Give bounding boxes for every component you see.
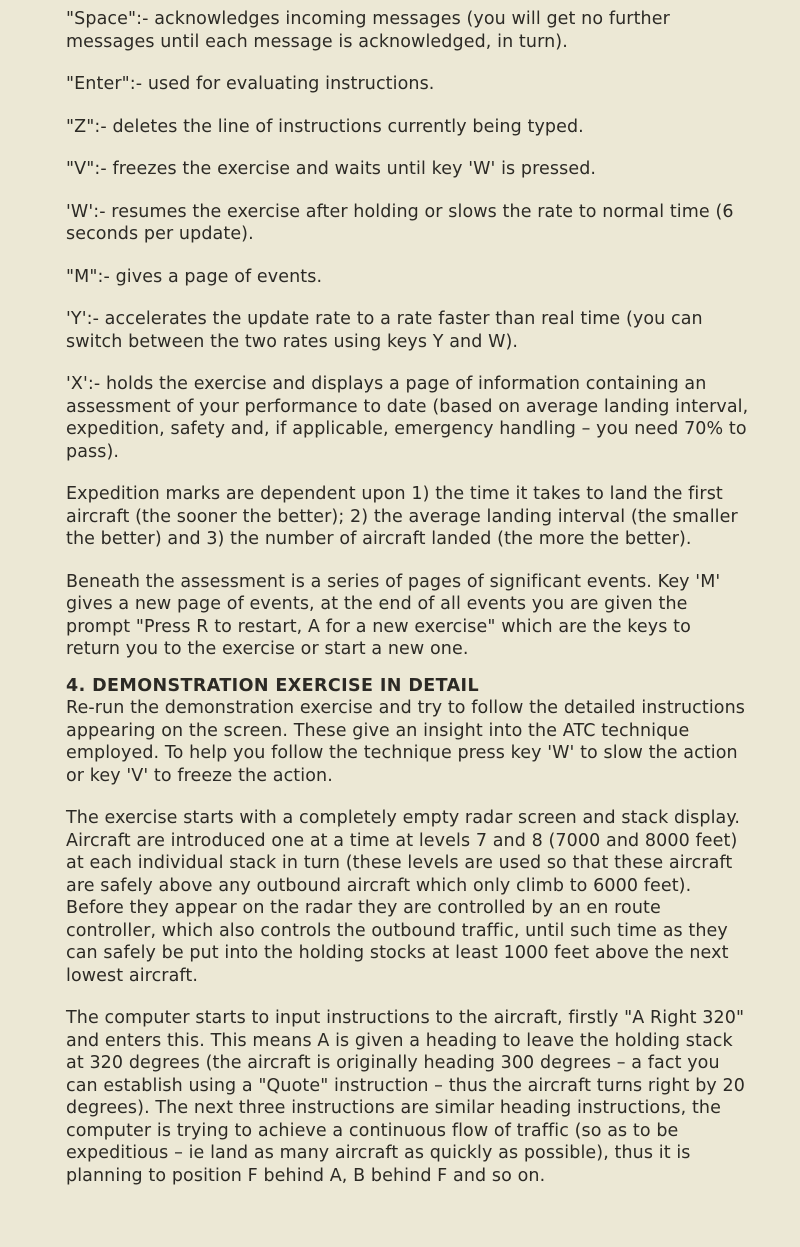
events-paragraph: Beneath the assessment is a series of pages of significant events. Key 'M' gives a new page of events, at the end of all events you are given the prompt "Press R to restart, A for a new exercise" which are the keys to return you to the exercise or start a new one.: [66, 571, 721, 659]
section-intro-paragraph: Re-run the demonstration exercise and try to follow the detailed instructions appearing on the screen. These give an insight into the ATC technique employed. To help you follow the technique press key 'W' to slow the action or key 'V' to freeze the action.: [66, 698, 746, 786]
key-z-description: "Z":- deletes the line of instructions currently being typed.: [66, 116, 584, 137]
key-space-description: "Space":- acknowledges incoming messages (you will get no further messages until each message is acknowledged, in turn).: [66, 9, 670, 52]
computer-instructions-paragraph: The computer starts to input instructions to the aircraft, firstly "A Right 320" and enters this. This means A is given a heading to leave the holding stack at 320 degrees (the aircraft is originally heading 300 degrees – a fact you can establish using a "Quote" instruction – thus the aircraft turns right by 20 degrees). The next three instructions are similar heading instructions, the computer is trying to achieve a continuous flow of traffic (so as to be expeditious – ie land as many aircraft as quickly as possible), thus it is planning to position F behind A, B behind F and so on.: [66, 1008, 746, 1186]
exercise-description-paragraph: The exercise starts with a completely empty radar screen and stack display. Aircraft are introduced one at a time at levels 7 and 8 (7000 and 8000 feet) at each individual stack in turn (these levels are used so that these aircraft are safely above any outbound aircraft which only climb to 6000 feet). Before they appear on the radar they are controlled by an en route controller, which also controls the outbound traffic, until such time as they can safely be put into the holding stocks at least 1000 feet above the next lowest aircraft.: [66, 808, 740, 986]
expedition-marks-paragraph: Expedition marks are dependent upon 1) the time it takes to land the first aircraft (the sooner the better); 2) the average landing interval (the smaller the better) and 3) the number of aircraft landed (the more the better).: [66, 484, 738, 549]
key-w-description: 'W':- resumes the exercise after holding or slows the rate to normal time (6 seconds per update).: [66, 201, 734, 244]
key-v-description: "V":- freezes the exercise and waits until key 'W' is pressed.: [66, 159, 597, 179]
section-heading: 4. DEMONSTRATION EXERCISE IN DETAIL: [66, 675, 479, 696]
key-enter-description: "Enter":- used for evaluating instructions.: [66, 74, 435, 94]
key-x-description: 'X':- holds the exercise and displays a page of information containing an assessment of your performance to date (based on average landing interval, expedition, safety and, if applicable, emergency handling – you need 70% to pass).: [66, 374, 749, 462]
key-m-description: "M":- gives a page of events.: [66, 266, 323, 287]
key-y-description: 'Y':- accelerates the update rate to a rate faster than real time (you can switch between the two rates using keys Y and W).: [66, 309, 703, 352]
